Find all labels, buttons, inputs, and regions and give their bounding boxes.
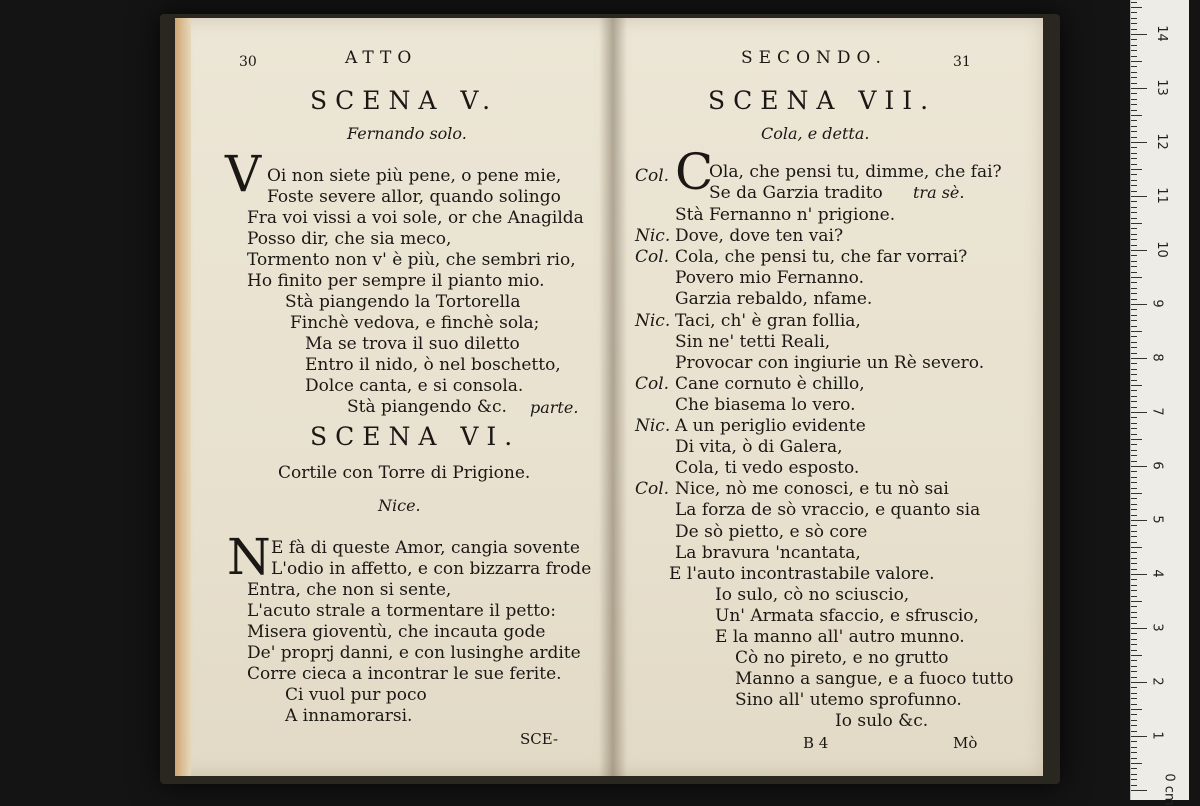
ruler-tick bbox=[1131, 423, 1137, 424]
ruler-tick bbox=[1131, 574, 1147, 575]
ruler-number: 14 bbox=[1153, 25, 1169, 42]
ruler-tick bbox=[1131, 585, 1137, 586]
verse-line: Entro il nido, ò nel boschetto, bbox=[305, 355, 561, 375]
dialogue-line: A un periglio evidente bbox=[675, 416, 866, 436]
verse-line: Stà piangendo la Tortorella bbox=[285, 292, 521, 312]
ruler-tick bbox=[1131, 164, 1137, 165]
dialogue-line: Stà Fernanno n' prigione. bbox=[675, 205, 896, 225]
ruler-tick bbox=[1131, 617, 1137, 618]
speaker-label: Col. bbox=[635, 166, 670, 186]
verse-line: Fra voi vissi a voi sole, or che Anagilda bbox=[247, 208, 584, 228]
ruler-tick bbox=[1131, 698, 1137, 699]
verse-line: Ho finito per sempre il pianto mio. bbox=[247, 271, 545, 291]
ruler-tick bbox=[1131, 304, 1147, 305]
ruler-tick bbox=[1131, 191, 1137, 192]
ruler-tick bbox=[1131, 50, 1137, 51]
dialogue-line: Taci, ch' è gran follia, bbox=[675, 310, 861, 331]
speaker-label: Col. bbox=[635, 373, 670, 394]
ruler-tick bbox=[1131, 623, 1137, 624]
stage-direction: tra sè. bbox=[913, 183, 965, 202]
ruler-tick bbox=[1131, 461, 1137, 462]
ruler-tick bbox=[1131, 326, 1137, 327]
ruler-tick bbox=[1131, 88, 1147, 89]
ruler-tick bbox=[1131, 563, 1137, 564]
ruler-tick bbox=[1131, 531, 1137, 532]
ruler-number: 0 cm bbox=[1161, 773, 1177, 806]
verse-line: L'acuto strale a tormentare il petto: bbox=[247, 601, 557, 621]
page-number: 31 bbox=[953, 54, 971, 70]
ruler-tick bbox=[1131, 147, 1137, 148]
ruler-tick bbox=[1131, 709, 1142, 710]
ruler-tick bbox=[1131, 488, 1137, 489]
running-head: ATTO bbox=[345, 48, 418, 68]
ruler-tick bbox=[1131, 471, 1137, 472]
ruler-tick bbox=[1131, 239, 1137, 240]
scene-character-6: Nice. bbox=[378, 496, 421, 515]
ruler-tick bbox=[1131, 407, 1137, 408]
catchword: SCE- bbox=[520, 730, 559, 748]
verse-line: De' proprj danni, e con lusinghe ardite bbox=[247, 643, 581, 663]
ruler-tick bbox=[1131, 380, 1137, 381]
ruler-tick bbox=[1131, 579, 1137, 580]
ruler-tick bbox=[1131, 569, 1137, 570]
ruler-tick bbox=[1131, 482, 1137, 483]
ruler-tick bbox=[1131, 774, 1137, 775]
ruler-tick bbox=[1131, 137, 1137, 138]
ruler-tick bbox=[1131, 72, 1137, 73]
ruler-tick bbox=[1131, 56, 1137, 57]
dialogue-line: Di vita, ò di Galera, bbox=[675, 437, 843, 458]
dialogue-line: La forza de sò vraccio, e quanto sia bbox=[675, 500, 981, 521]
ruler-tick bbox=[1131, 299, 1137, 300]
verse-line: Oi non siete più pene, o pene mie, bbox=[267, 166, 562, 186]
ruler-tick bbox=[1131, 142, 1147, 143]
ruler-tick bbox=[1131, 590, 1137, 591]
ruler-tick bbox=[1131, 12, 1137, 13]
ruler-tick bbox=[1131, 34, 1147, 35]
ruler-tick bbox=[1131, 455, 1137, 456]
verse-line: Se da Garzia tradito bbox=[709, 183, 883, 203]
ruler-tick bbox=[1131, 542, 1137, 543]
dialogue-line: Nice, nò me conosci, e tu nò sai bbox=[675, 479, 949, 500]
ruler-tick bbox=[1131, 558, 1137, 559]
ruler-tick bbox=[1131, 390, 1137, 391]
ruler-tick bbox=[1131, 272, 1137, 273]
dialogue-line: Io sulo &c. bbox=[835, 711, 929, 732]
ruler-tick bbox=[1131, 612, 1137, 613]
dialogue-line: E l'auto incontrastabile valore. bbox=[669, 563, 935, 584]
ruler-tick bbox=[1131, 504, 1137, 505]
ruler-tick bbox=[1131, 747, 1137, 748]
ruler-tick bbox=[1131, 520, 1147, 521]
ruler-tick bbox=[1131, 450, 1137, 451]
ruler-number: 9 bbox=[1149, 299, 1165, 308]
dialogue-line: Cola, ti vedo esposto. bbox=[675, 458, 860, 479]
ruler-number: 1 bbox=[1149, 731, 1165, 740]
ruler-tick bbox=[1131, 736, 1147, 737]
drop-cap: C bbox=[675, 143, 714, 201]
page-number: 30 bbox=[239, 54, 257, 70]
ruler-tick bbox=[1131, 385, 1142, 386]
speaker-label: Col. bbox=[635, 479, 670, 500]
ruler-tick bbox=[1131, 693, 1137, 694]
dialogue-line: Sino all' utemo sprofunno. bbox=[735, 690, 962, 711]
dialogue-line: Povero mio Fernanno. bbox=[675, 268, 864, 289]
ruler-tick bbox=[1131, 212, 1137, 213]
ruler-tick bbox=[1131, 677, 1137, 678]
ruler-tick bbox=[1131, 201, 1137, 202]
ruler-tick bbox=[1131, 45, 1137, 46]
ruler-tick bbox=[1131, 768, 1137, 769]
ruler-tick bbox=[1131, 536, 1137, 537]
scene-setting: Cortile con Torre di Prigione. bbox=[278, 463, 531, 483]
ruler-tick bbox=[1131, 358, 1147, 359]
ruler-tick bbox=[1131, 741, 1137, 742]
dialogue-line: Io sulo, cò no sciuscio, bbox=[715, 584, 910, 605]
ruler-tick bbox=[1131, 412, 1147, 413]
dialogue-line: La bravura 'ncantata, bbox=[675, 542, 861, 563]
ruler-tick bbox=[1131, 158, 1137, 159]
dialogue-line: Manno a sangue, e a fuoco tutto bbox=[735, 669, 1014, 690]
stage-direction: parte. bbox=[530, 398, 579, 417]
ruler-number: 12 bbox=[1153, 133, 1169, 150]
ruler-tick bbox=[1131, 99, 1137, 100]
ruler-tick bbox=[1131, 401, 1137, 402]
ruler-tick bbox=[1131, 315, 1137, 316]
ruler-tick bbox=[1131, 23, 1137, 24]
ruler-tick bbox=[1131, 466, 1147, 467]
ruler-tick bbox=[1131, 606, 1137, 607]
ruler-tick bbox=[1131, 374, 1137, 375]
ruler-tick bbox=[1131, 369, 1137, 370]
ruler-tick bbox=[1131, 207, 1137, 208]
ruler-tick bbox=[1131, 126, 1137, 127]
dialogue-line: Dove, dove ten vai? bbox=[675, 226, 844, 247]
ruler-number: 5 bbox=[1149, 515, 1165, 524]
scene-character: Fernando solo. bbox=[347, 124, 467, 143]
ruler-number: 7 bbox=[1149, 407, 1165, 416]
ruler-tick bbox=[1131, 434, 1137, 435]
ruler-number: 13 bbox=[1153, 79, 1169, 96]
verse-line: A innamorarsi. bbox=[285, 706, 413, 726]
drop-cap-6: N bbox=[227, 528, 271, 586]
speaker-label: Nic. bbox=[635, 416, 671, 436]
ruler-tick bbox=[1131, 77, 1137, 78]
ruler-tick bbox=[1131, 720, 1137, 721]
ruler-number: 10 bbox=[1153, 241, 1169, 258]
ruler-tick bbox=[1131, 633, 1137, 634]
verse-line: Ci vuol pur poco bbox=[285, 685, 427, 705]
verse-line: Stà piangendo &c. bbox=[347, 397, 507, 417]
ruler-tick bbox=[1131, 234, 1137, 235]
ruler-tick bbox=[1131, 790, 1147, 791]
ruler-tick bbox=[1131, 153, 1137, 154]
ruler-tick bbox=[1131, 196, 1147, 197]
left-page bbox=[175, 18, 613, 776]
dialogue-line: Che biasema lo vero. bbox=[675, 394, 856, 415]
ruler-tick bbox=[1131, 61, 1142, 62]
ruler-tick bbox=[1131, 7, 1142, 8]
ruler-tick bbox=[1131, 309, 1137, 310]
ruler-tick bbox=[1131, 714, 1137, 715]
ruler-tick bbox=[1131, 752, 1137, 753]
verse-line: Ma se trova il suo diletto bbox=[305, 334, 520, 354]
ruler-tick bbox=[1131, 671, 1137, 672]
ruler-tick bbox=[1131, 725, 1137, 726]
verse-line: L'odio in affetto, e con bizzarra frode bbox=[271, 559, 592, 579]
dialogue-line: Sin ne' tetti Reali, bbox=[675, 331, 831, 352]
ruler-tick bbox=[1131, 131, 1137, 132]
ruler-tick bbox=[1131, 477, 1137, 478]
verse-line: Finchè vedova, e finchè sola; bbox=[290, 313, 540, 333]
ruler-tick bbox=[1131, 115, 1142, 116]
ruler-tick bbox=[1131, 731, 1137, 732]
ruler-tick bbox=[1131, 104, 1137, 105]
ruler-tick bbox=[1131, 2, 1137, 3]
ruler-tick bbox=[1131, 29, 1137, 30]
catchword: Mò bbox=[953, 734, 978, 752]
ruler-tick bbox=[1131, 644, 1137, 645]
ruler-tick bbox=[1131, 660, 1137, 661]
ruler-tick bbox=[1131, 639, 1137, 640]
ruler-tick bbox=[1131, 255, 1137, 256]
dialogue-line: Cola, che pensi tu, che far vorrai? bbox=[675, 247, 968, 268]
ruler-tick bbox=[1131, 396, 1137, 397]
dialogue-line: Provocar con ingiurie un Rè severo. bbox=[675, 352, 985, 373]
ruler-tick bbox=[1131, 682, 1147, 683]
ruler-tick bbox=[1131, 601, 1142, 602]
speaker-label: Nic. bbox=[635, 310, 671, 331]
ruler-tick bbox=[1131, 120, 1137, 121]
scene-title: SCENA VII. bbox=[708, 86, 937, 115]
scene-character: Cola, e detta. bbox=[761, 124, 870, 143]
ruler-tick bbox=[1131, 417, 1137, 418]
ruler-tick bbox=[1131, 444, 1137, 445]
ruler-tick bbox=[1131, 83, 1137, 84]
ruler-tick bbox=[1131, 180, 1137, 181]
verse-line: E fà di queste Amor, cangia sovente bbox=[271, 538, 580, 558]
ruler-number: 3 bbox=[1149, 623, 1165, 632]
ruler-tick bbox=[1131, 218, 1137, 219]
ruler-tick bbox=[1131, 498, 1137, 499]
ruler-number: 2 bbox=[1149, 677, 1165, 686]
ruler-tick bbox=[1131, 169, 1142, 170]
verse-line: Entra, che non si sente, bbox=[247, 580, 452, 600]
dialogue-line: Un' Armata sfaccio, e sfruscio, bbox=[715, 605, 979, 626]
dialogue-line: Cane cornuto è chillo, bbox=[675, 373, 865, 394]
dialogue-line: Garzia rebaldo, nfame. bbox=[675, 289, 873, 310]
ruler-number: 8 bbox=[1149, 353, 1165, 362]
ruler-tick bbox=[1131, 185, 1137, 186]
ruler-tick bbox=[1131, 758, 1137, 759]
ruler-tick bbox=[1131, 353, 1137, 354]
ruler-tick bbox=[1131, 266, 1137, 267]
ruler-tick bbox=[1131, 552, 1137, 553]
ruler-tick bbox=[1131, 277, 1142, 278]
ruler-tick bbox=[1131, 347, 1137, 348]
ruler-tick bbox=[1131, 293, 1137, 294]
ruler-tick bbox=[1131, 779, 1137, 780]
ruler-tick bbox=[1131, 650, 1137, 651]
ruler-tick bbox=[1131, 428, 1137, 429]
ruler-tick bbox=[1131, 525, 1137, 526]
ruler-tick bbox=[1131, 547, 1142, 548]
ruler-number: 4 bbox=[1149, 569, 1165, 578]
scene-title: SCENA V. bbox=[310, 86, 499, 115]
ruler-tick bbox=[1131, 515, 1137, 516]
ruler-tick bbox=[1131, 666, 1137, 667]
dialogue-line: E la manno all' autro munno. bbox=[715, 627, 965, 647]
ruler-tick bbox=[1131, 39, 1137, 40]
verse-line: Posso dir, che sia meco, bbox=[247, 229, 452, 249]
ruler-tick bbox=[1131, 320, 1137, 321]
ruler-tick bbox=[1131, 655, 1142, 656]
ruler-tick bbox=[1131, 174, 1137, 175]
ruler-number: 11 bbox=[1153, 187, 1169, 204]
ruler-tick bbox=[1131, 288, 1137, 289]
right-page bbox=[613, 18, 1043, 776]
signature-mark: B 4 bbox=[803, 734, 829, 752]
ruler-tick bbox=[1131, 785, 1137, 786]
scene-title-6: SCENA VI. bbox=[310, 422, 521, 451]
ruler-tick bbox=[1131, 704, 1137, 705]
ruler-tick bbox=[1131, 363, 1137, 364]
ruler-tick bbox=[1131, 18, 1137, 19]
ruler-tick bbox=[1131, 687, 1137, 688]
ruler-tick bbox=[1131, 223, 1142, 224]
measurement-ruler bbox=[1130, 0, 1189, 806]
verse-line: Ola, che pensi tu, dimme, che fai? bbox=[709, 162, 1002, 182]
verse-line: Dolce canta, e si consola. bbox=[305, 376, 524, 396]
ruler-tick bbox=[1131, 628, 1147, 629]
ruler-tick bbox=[1131, 509, 1137, 510]
ruler-number: 6 bbox=[1149, 461, 1165, 470]
ruler-tick bbox=[1131, 282, 1137, 283]
ruler-tick bbox=[1131, 331, 1142, 332]
ruler-tick bbox=[1131, 245, 1137, 246]
ruler-tick bbox=[1131, 493, 1142, 494]
ruler-tick bbox=[1131, 261, 1137, 262]
running-head: SECONDO. bbox=[741, 48, 887, 68]
dialogue-line: De sò pietto, e sò core bbox=[675, 521, 868, 542]
verse-line: Misera gioventù, che incauta gode bbox=[247, 622, 546, 642]
speaker-label: Nic. bbox=[635, 226, 671, 247]
ruler-tick bbox=[1131, 250, 1147, 251]
ruler-tick bbox=[1131, 110, 1137, 111]
verse-line: Corre cieca a incontrar le sue ferite. bbox=[247, 664, 562, 684]
ruler-tick bbox=[1131, 93, 1137, 94]
ruler-tick bbox=[1131, 336, 1137, 337]
dialogue-line: Cò no pireto, e no grutto bbox=[735, 648, 949, 669]
ruler-tick bbox=[1131, 228, 1137, 229]
verse-line: Tormento non v' è più, che sembri rio, bbox=[247, 250, 576, 270]
verse-line: Foste severe allor, quando solingo bbox=[267, 187, 561, 207]
speaker-label: Col. bbox=[635, 247, 670, 268]
drop-cap: V bbox=[225, 145, 262, 203]
ruler-tick bbox=[1131, 342, 1137, 343]
ruler-tick bbox=[1131, 439, 1142, 440]
ruler-tick bbox=[1131, 66, 1137, 67]
ruler-tick bbox=[1131, 763, 1142, 764]
ruler-tick bbox=[1131, 596, 1137, 597]
